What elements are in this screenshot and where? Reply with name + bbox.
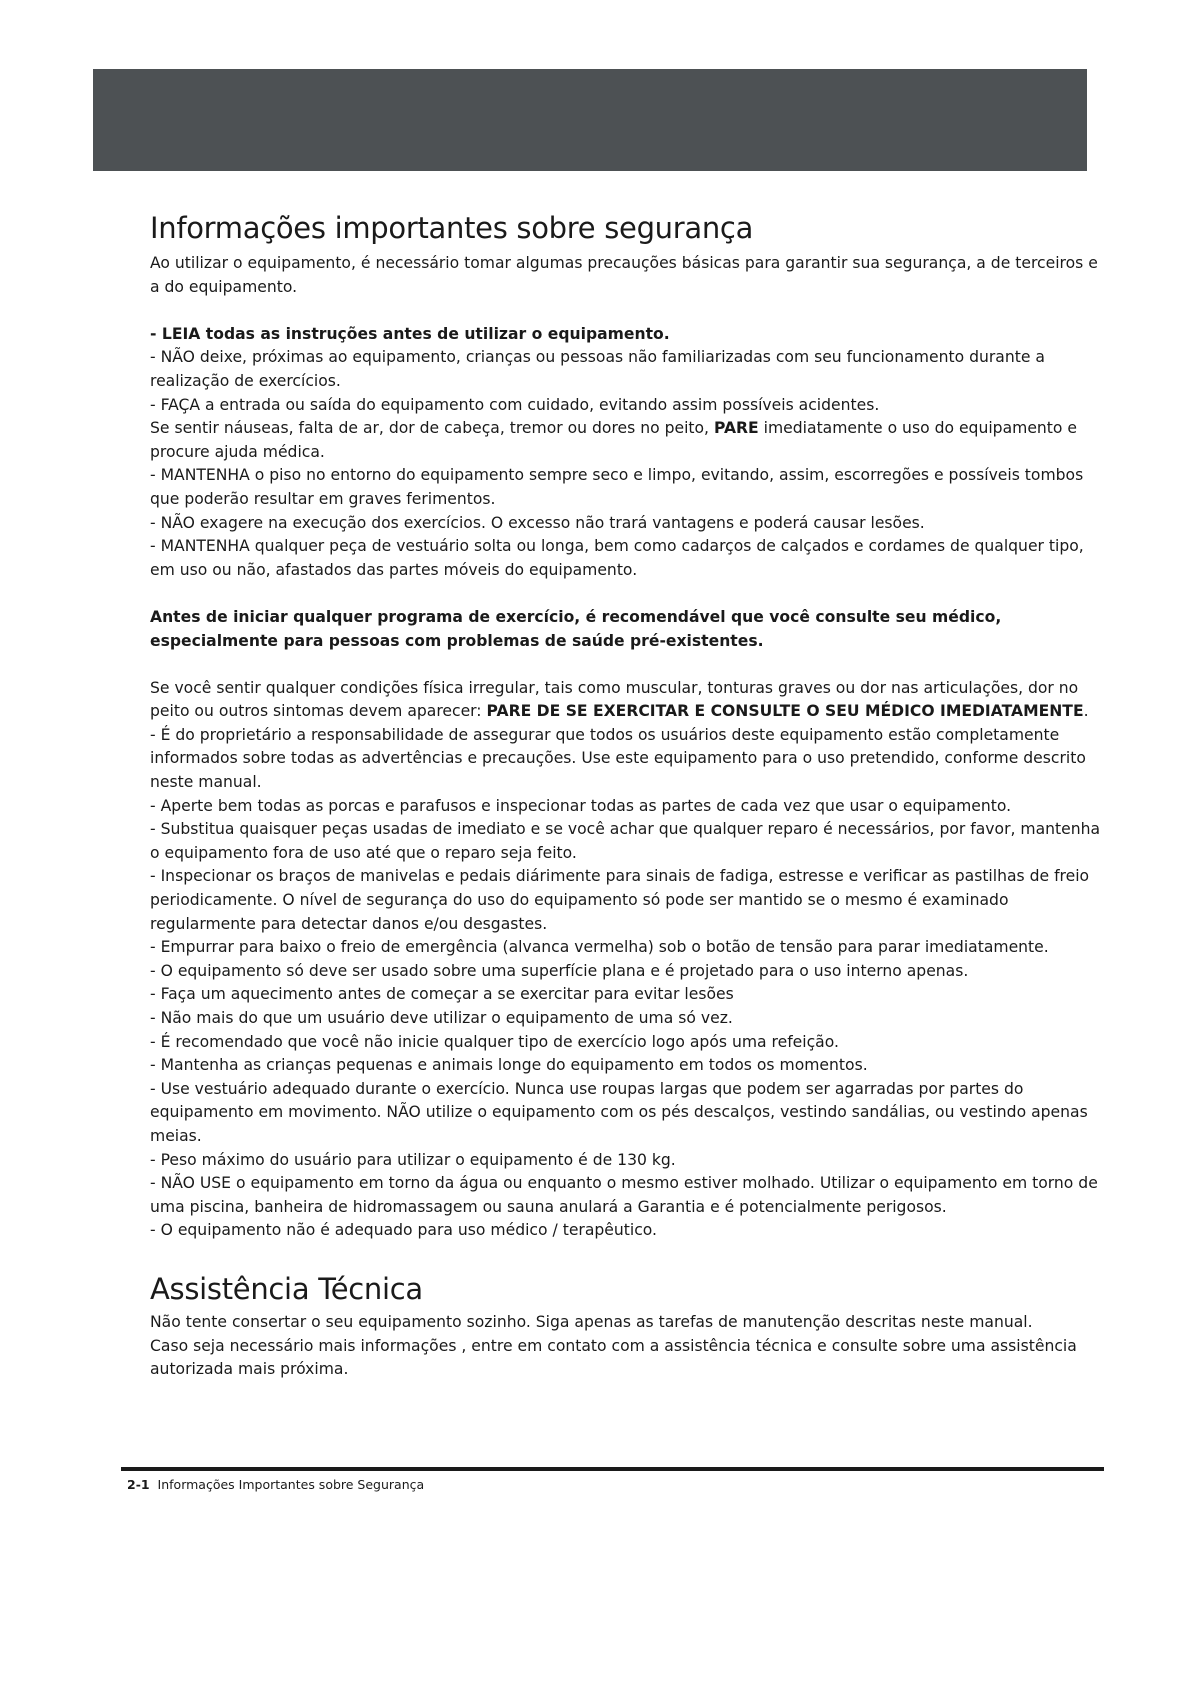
nausea-warning: [150, 417, 1110, 464]
assistance-line: Não tente consertar o seu equipamento sozinho. Siga apenas as tarefas de manutenção descritas neste manual.: [150, 1312, 1033, 1331]
nausea-text-bold: PARE: [713, 419, 759, 438]
safety-item: - É do proprietário a responsabilidade de assegurar que todos os usuários deste equipamento estão completamente informados sobre todas as advertências e precauções. Use este equipamento para o uso pretendido, conforme descrito neste manual.: [150, 725, 1086, 792]
safety-item: - Inspecionar os braços de manivelas e pedais diárimente para sinais de fadiga, estresse e verificar as pastilhas de freio periodicamente. O nível de segurança do uso do equipamento só pode ser mantido se o mesmo é examinado regularmente para detectar danos e/ou desgastes.: [150, 867, 1090, 933]
safety-item: - Mantenha as crianças pequenas e animais longe do equipamento em todos os momentos.: [150, 1056, 868, 1075]
doctor-notice: [150, 606, 1110, 653]
safety-item: - Use vestuário adequado durante o exercício. Nunca use roupas largas que podem ser agarradas por partes do equipamento em movimento. NÃO utilize o equipamento com os pés descalços, vestindo sandálias, ou vestindo apenas meias.: [150, 1079, 1088, 1145]
condition-text-before: Se você sentir qualquer condições física irregular, tais como muscular, tonturas graves ou dor nas articulações, dor no peito ou outros sintomas devem aparecer:: [150, 678, 1079, 721]
safety-item: - Peso máximo do usuário para utilizar o equipamento é de 130 kg.: [150, 1150, 676, 1169]
assistance-line: Caso seja necessário mais informações , entre em contato com a assistência técnica e consulte sobre uma assistência autorizada mais próxima.: [150, 1336, 1077, 1379]
safety-item: - NÃO USE o equipamento em torno da água ou enquanto o mesmo estiver molhado. Utilizar o equipamento em torno de uma piscina, banheira de hidromassagem ou sauna anulará a Garantia e é potencialmente perigosos.: [150, 1174, 1098, 1216]
nausea-text-after: imediatamente o uso do equipamento e procure ajuda médica.: [150, 419, 1077, 461]
page-content: [150, 210, 1110, 1382]
safety-item: - Aperte bem todas as porcas e parafusos e inspecionar todas as partes de cada vez que usar o equipamento.: [150, 796, 1012, 815]
safety-item: - MANTENHA o piso no entorno do equipamento sempre seco e limpo, evitando, assim, escorregões e possíveis tombos que poderão resultar em graves ferimentos.: [150, 466, 1084, 508]
safety-item: - MANTENHA qualquer peça de vestuário solta ou longa, bem como cadarços de calçados e cordames de qualquer tipo, em uso ou não, afastados das partes móveis do equipamento.: [150, 537, 1084, 579]
condition-text-bold: PARE DE SE EXERCITAR E CONSULTE O SEU MÉDICO IMEDIATAMENTE: [486, 702, 1084, 721]
footer-section: Informações Importantes sobre Segurança: [157, 1477, 425, 1492]
safety-item: - NÃO exagere na execução dos exercícios. O excesso não trará vantagens e poderá causar lesões.: [150, 513, 925, 532]
assistance-title: Assistência Técnica: [150, 1271, 423, 1306]
safety-intro: Ao utilizar o equipamento, é necessário tomar algumas precauções básicas para garantir sua segurança, a de terceiros e a do equipamento.: [150, 254, 1098, 296]
read-all-instruction: [150, 323, 1110, 347]
safety-item: - Empurrar para baixo o freio de emergência (alvanca vermelha) sob o botão de tensão para parar imediatamente.: [150, 938, 1049, 957]
safety-item: - NÃO deixe, próximas ao equipamento, crianças ou pessoas não familiarizadas com seu funcionamento durante a realização de exercícios.: [150, 348, 1045, 390]
read-all-text: - LEIA todas as instruções antes de utilizar o equipamento.: [150, 324, 670, 343]
safety-item: - É recomendado que você não inicie qualquer tipo de exercício logo após uma refeição.: [150, 1032, 839, 1051]
header-bar: [93, 69, 1087, 171]
condition-text-after: .: [1083, 702, 1089, 721]
safety-item: - O equipamento só deve ser usado sobre uma superfície plana e é projetado para o uso interno apenas.: [150, 961, 969, 980]
safety-item: - O equipamento não é adequado para uso médico / terapêutico.: [150, 1221, 657, 1240]
condition-warning: [150, 677, 1110, 724]
safety-item: - Faça um aquecimento antes de começar a se exercitar para evitar lesões: [150, 985, 734, 1004]
page-number: 2-1: [127, 1477, 150, 1492]
doctor-notice-text: Antes de iniciar qualquer programa de exercício, é recomendável que você consulte seu médico, especialmente para pessoas com problemas de saúde pré-existentes.: [150, 607, 1002, 650]
footer-rule: [121, 1467, 1104, 1471]
footer: [127, 1476, 424, 1494]
nausea-text-before: Se sentir náuseas, falta de ar, dor de cabeça, tremor ou dores no peito,: [150, 419, 714, 438]
safety-item: - Substitua quaisquer peças usadas de imediato e se você achar que qualquer reparo é necessários, por favor, mantenha o equipamento fora de uso até que o reparo seja feito.: [150, 820, 1101, 862]
safety-item: - FAÇA a entrada ou saída do equipamento com cuidado, evitando assim possíveis acidentes.: [150, 395, 880, 414]
safety-item: - Não mais do que um usuário deve utilizar o equipamento de uma só vez.: [150, 1009, 733, 1027]
safety-title: Informações importantes sobre segurança: [150, 211, 754, 245]
